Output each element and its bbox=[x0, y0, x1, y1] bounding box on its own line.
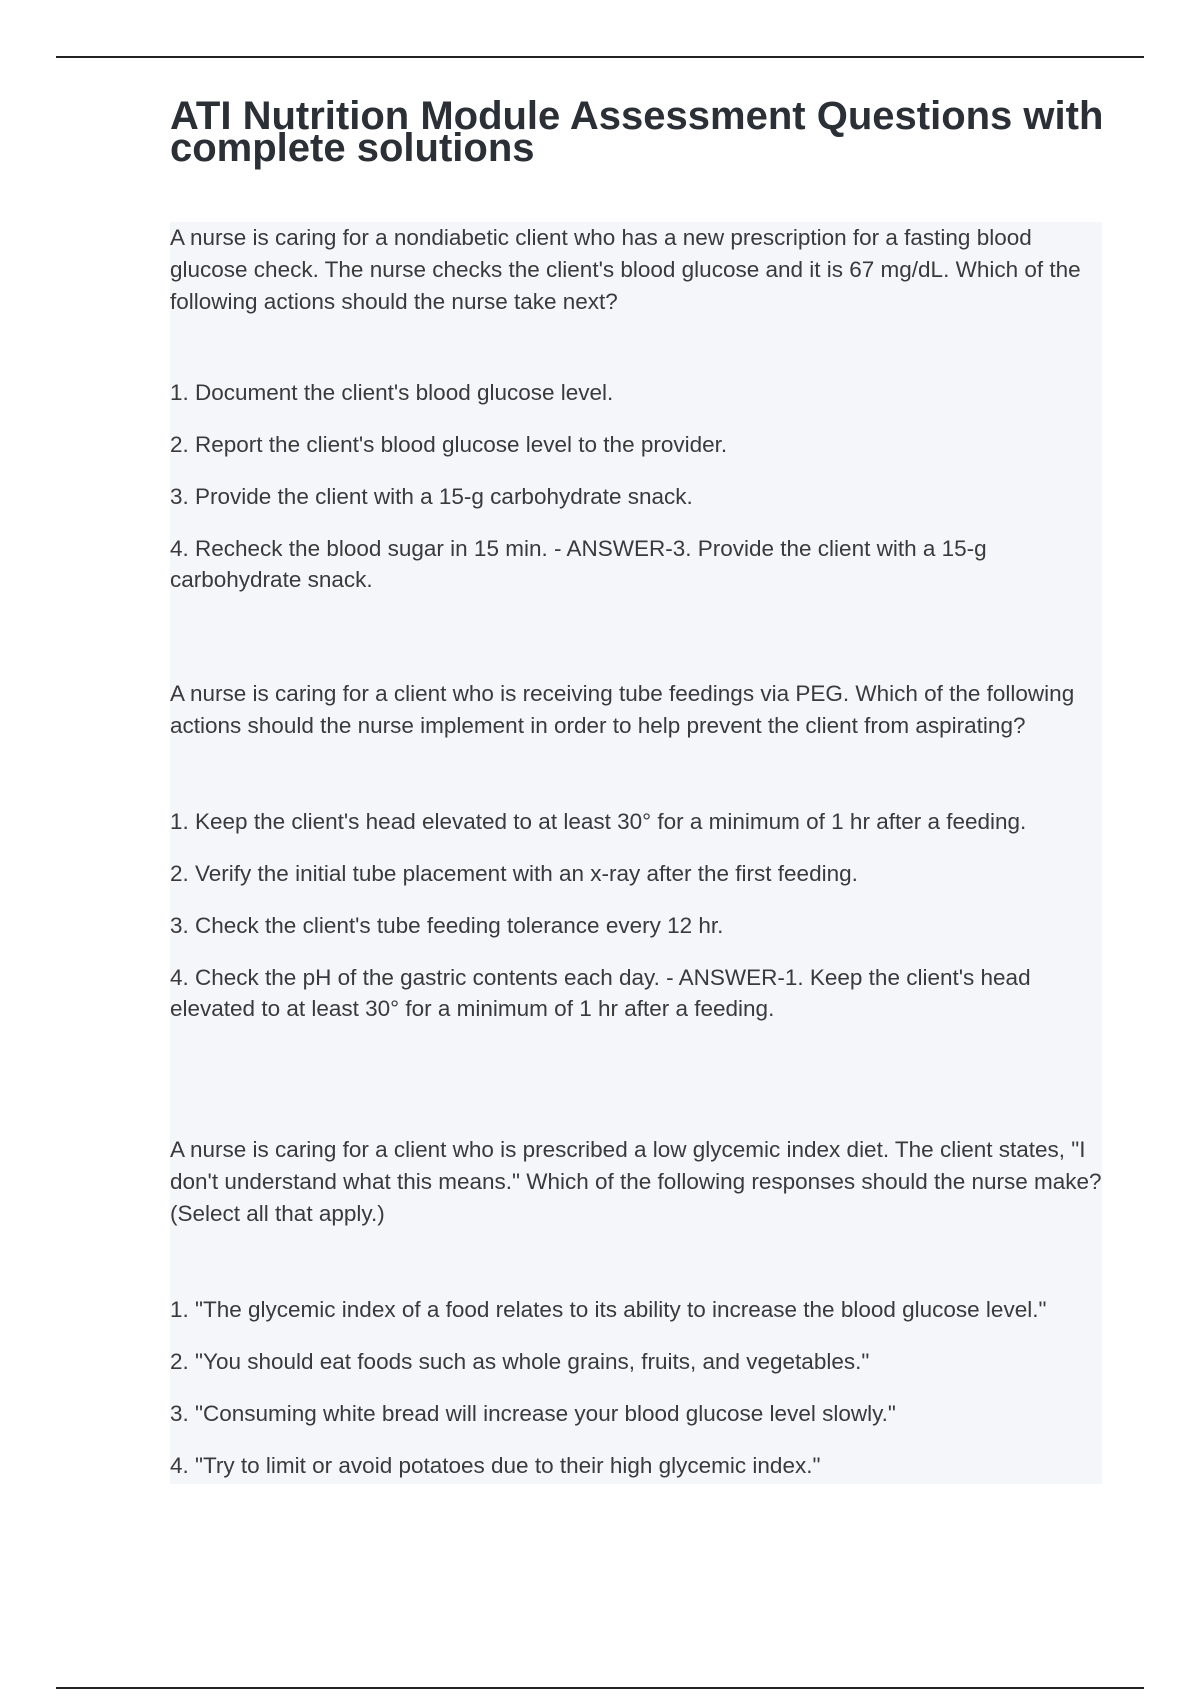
question-text: A nurse is caring for a client who is receiving tube feedings via PEG. Which of the following actions should the nurse implement in order to help prevent the client from aspirating? bbox=[170, 681, 1075, 738]
options-list bbox=[170, 1294, 1102, 1481]
option-item: 3. Provide the client with a 15-g carbohydrate snack. bbox=[170, 484, 693, 509]
question-text: A nurse is caring for a client who is prescribed a low glycemic index diet. The client states, "I don't understand what this means." Which of the following responses should the nurse make? (Select all that apply.) bbox=[170, 1137, 1102, 1226]
header-rule bbox=[56, 56, 1144, 58]
option-item: 1. Document the client's blood glucose level. bbox=[170, 380, 614, 405]
option-item: 2. Verify the initial tube placement with an x-ray after the first feeding. bbox=[170, 861, 858, 886]
option-item: 2. Report the client's blood glucose level to the provider. bbox=[170, 432, 728, 457]
option-item: 2. "You should eat foods such as whole grains, fruits, and vegetables." bbox=[170, 1349, 870, 1374]
options-list bbox=[170, 377, 1102, 595]
question-block-2 bbox=[170, 678, 1102, 1024]
option-item: 1. Keep the client's head elevated to at least 30° for a minimum of 1 hr after a feeding. bbox=[170, 809, 1027, 834]
option-item: 3. "Consuming white bread will increase your blood glucose level slowly." bbox=[170, 1401, 896, 1426]
option-item: 4. "Try to limit or avoid potatoes due to their high glycemic index." bbox=[170, 1453, 821, 1478]
option-item: 4. Check the pH of the gastric contents each day. - ANSWER-1. Keep the client's head elevated to at least 30° for a minimum of 1 hr after a feeding. bbox=[170, 965, 1031, 1021]
content-area bbox=[170, 222, 1102, 1484]
question-block-3 bbox=[170, 1134, 1102, 1481]
document-title: ATI Nutrition Module Assessment Questions with complete solutions bbox=[170, 94, 1104, 170]
question-text: A nurse is caring for a nondiabetic client who has a new prescription for a fasting blood glucose check. The nurse checks the client's blood glucose and it is 67 mg/dL. Which of the following actions should the nurse take next? bbox=[170, 225, 1081, 314]
question-block-1 bbox=[170, 222, 1102, 595]
option-item: 1. "The glycemic index of a food relates to its ability to increase the blood glucose level." bbox=[170, 1297, 1047, 1322]
footer-rule bbox=[56, 1687, 1144, 1689]
option-item: 4. Recheck the blood sugar in 15 min. - ANSWER-3. Provide the client with a 15-g carbohydrate snack. bbox=[170, 536, 987, 592]
options-list bbox=[170, 806, 1102, 1024]
option-item: 3. Check the client's tube feeding tolerance every 12 hr. bbox=[170, 913, 724, 938]
